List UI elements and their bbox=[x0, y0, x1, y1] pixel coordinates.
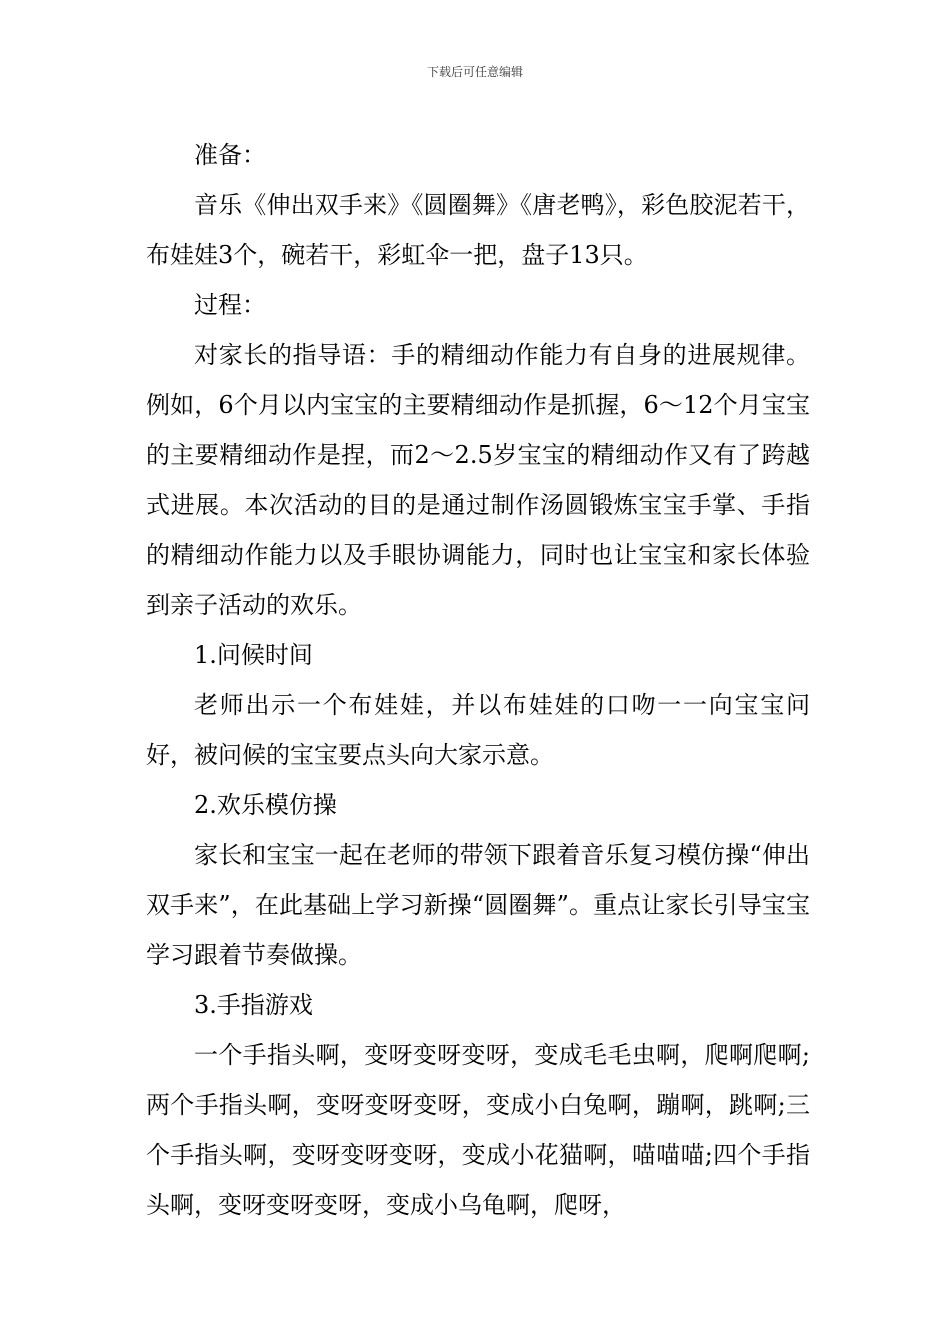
process-heading: 过程： bbox=[194, 291, 266, 319]
prep-heading: 准备： bbox=[194, 141, 266, 169]
prep-paragraph: 音乐《伸出双手来》《圆圈舞》《唐老鸭》，彩色胶泥若干，布娃娃3个，碗若干，彩虹伞一把，盘子13只。 bbox=[146, 191, 810, 269]
page-header: 下载后可任意编辑 bbox=[426, 65, 523, 79]
step1-paragraph: 老师出示一个布娃娃，并以布娃娃的口吻一一向宝宝问好，被问候的宝宝要点头向大家示意。 bbox=[146, 691, 810, 769]
step2-heading: 2.欢乐模仿操 bbox=[194, 791, 337, 819]
step2-paragraph: 家长和宝宝一起在老师的带领下跟着音乐复习模仿操“伸出双手来”，在此基础上学习新操“圆圈舞”。重点让家长引导宝宝学习跟着节奏做操。 bbox=[146, 841, 810, 969]
step3-paragraph: 一个手指头啊，变呀变呀变呀，变成毛毛虫啊，爬啊爬啊;两个手指头啊，变呀变呀变呀，变成小白兔啊，蹦啊，跳啊;三个手指头啊，变呀变呀变呀，变成小花猫啊，喵喵喵;四个手指头啊，变呀变呀变呀，变成小乌龟啊，爬呀， bbox=[146, 1041, 810, 1219]
step3-heading: 3.手指游戏 bbox=[194, 991, 313, 1019]
guidance-paragraph: 对家长的指导语：手的精细动作能力有自身的进展规律。例如，6个月以内宝宝的主要精细动作是抓握，6～12个月宝宝的主要精细动作是捏，而2～2.5岁宝宝的精细动作又有了跨越式进展。本次活动的目的是通过制作汤圆锻炼宝宝手掌、手指的精细动作能力以及手眼协调能力，同时也让宝宝和家长体验到亲子活动的欢乐。 bbox=[146, 341, 810, 619]
document-body bbox=[146, 130, 810, 1230]
step1-heading: 1.问候时间 bbox=[194, 641, 313, 669]
